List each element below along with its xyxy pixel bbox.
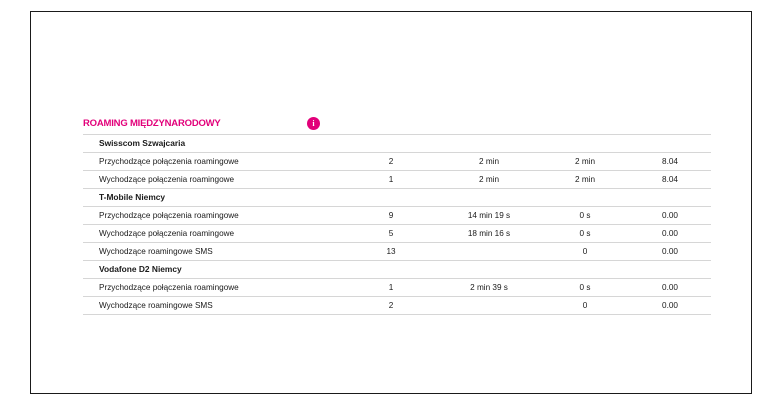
table-row bbox=[83, 297, 711, 315]
group-name: T-Mobile Niemcy bbox=[83, 189, 345, 207]
row-amount: 0.00 bbox=[629, 279, 711, 297]
row-amount: 0.00 bbox=[629, 243, 711, 261]
row-billed: 0 bbox=[541, 297, 629, 315]
row-label: Przychodzące połączenia roamingowe bbox=[83, 153, 345, 171]
row-count: 1 bbox=[345, 171, 437, 189]
row-label: Wychodzące połączenia roamingowe bbox=[83, 225, 345, 243]
table-row bbox=[83, 207, 711, 225]
invoice-sheet bbox=[30, 11, 752, 394]
row-duration: 2 min bbox=[437, 153, 541, 171]
row-amount: 8.04 bbox=[629, 153, 711, 171]
row-label: Przychodzące połączenia roamingowe bbox=[83, 279, 345, 297]
section-title: ROAMING MIĘDZYNARODOWY bbox=[83, 118, 221, 129]
row-billed: 2 min bbox=[541, 153, 629, 171]
row-amount: 0.00 bbox=[629, 297, 711, 315]
row-duration: 14 min 19 s bbox=[437, 207, 541, 225]
row-duration: 2 min bbox=[437, 171, 541, 189]
row-amount: 0.00 bbox=[629, 207, 711, 225]
row-label: Wychodzące roamingowe SMS bbox=[83, 297, 345, 315]
row-amount: 0.00 bbox=[629, 225, 711, 243]
row-label: Wychodzące roamingowe SMS bbox=[83, 243, 345, 261]
row-amount: 8.04 bbox=[629, 171, 711, 189]
roaming-table-body bbox=[83, 135, 711, 315]
roaming-table bbox=[83, 135, 711, 315]
row-billed: 0 bbox=[541, 243, 629, 261]
group-name: Vodafone D2 Niemcy bbox=[83, 261, 345, 279]
table-group-row bbox=[83, 261, 711, 279]
row-duration bbox=[437, 297, 541, 315]
section-header bbox=[83, 117, 711, 135]
row-count: 2 bbox=[345, 297, 437, 315]
row-billed: 0 s bbox=[541, 225, 629, 243]
row-duration bbox=[437, 243, 541, 261]
table-row bbox=[83, 279, 711, 297]
table-row bbox=[83, 153, 711, 171]
row-duration: 18 min 16 s bbox=[437, 225, 541, 243]
table-row bbox=[83, 243, 711, 261]
row-count: 5 bbox=[345, 225, 437, 243]
group-name: Swisscom Szwajcaria bbox=[83, 135, 345, 153]
row-billed: 0 s bbox=[541, 207, 629, 225]
table-group-row bbox=[83, 135, 711, 153]
table-row bbox=[83, 171, 711, 189]
row-billed: 2 min bbox=[541, 171, 629, 189]
row-label: Przychodzące połączenia roamingowe bbox=[83, 207, 345, 225]
info-icon[interactable]: i bbox=[307, 117, 320, 130]
row-billed: 0 s bbox=[541, 279, 629, 297]
row-count: 13 bbox=[345, 243, 437, 261]
roaming-section bbox=[83, 117, 711, 315]
row-count: 2 bbox=[345, 153, 437, 171]
row-count: 1 bbox=[345, 279, 437, 297]
row-duration: 2 min 39 s bbox=[437, 279, 541, 297]
table-row bbox=[83, 225, 711, 243]
row-count: 9 bbox=[345, 207, 437, 225]
table-group-row bbox=[83, 189, 711, 207]
row-label: Wychodzące połączenia roamingowe bbox=[83, 171, 345, 189]
